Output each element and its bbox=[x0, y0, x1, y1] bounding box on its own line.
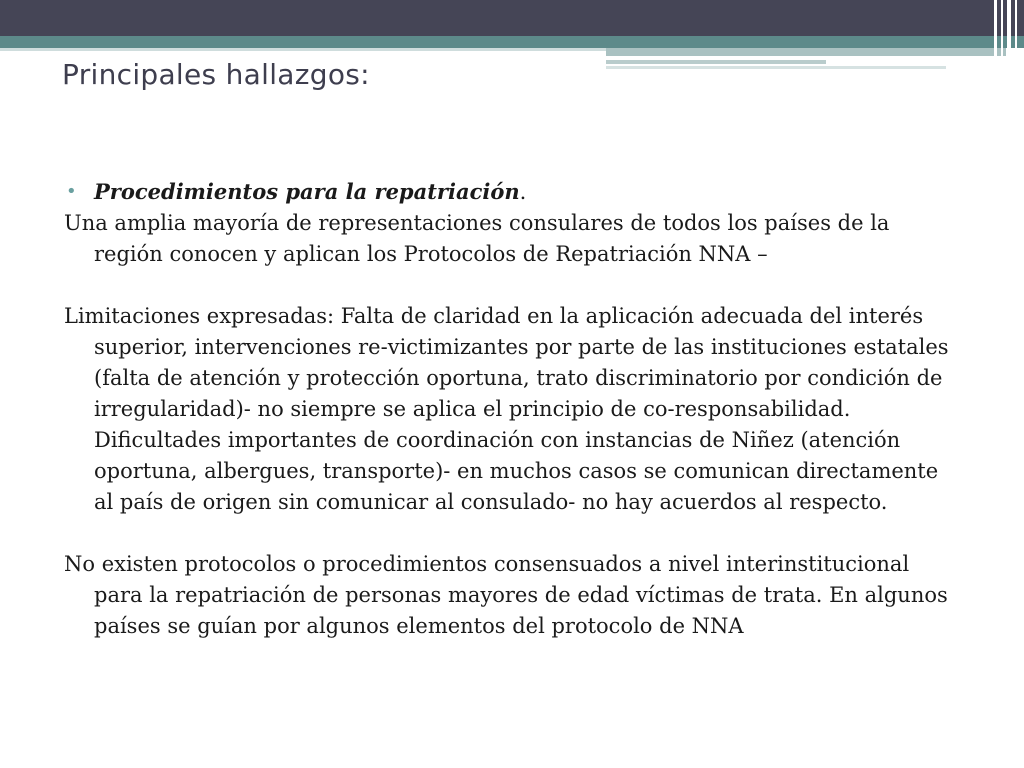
header-line-right-2 bbox=[606, 66, 946, 69]
paragraph-3: No existen protocolos o procedimientos consensuados a nivel interinstitucional para la repatriación de personas mayores de edad víctimas de trata. En algunos países se guían por algunos elementos del protocolo de NNA bbox=[64, 552, 948, 638]
header-line-right-1 bbox=[606, 60, 826, 64]
header-vertical-stripes bbox=[986, 0, 1024, 72]
bullet-dot-icon: • bbox=[66, 181, 77, 202]
bullet-item bbox=[64, 176, 964, 208]
header-band-teal bbox=[0, 36, 1024, 48]
paragraph-1: Una amplia mayoría de representaciones consulares de todos los países de la región conocen y aplican los Protocolos de Repatriación NNA – bbox=[64, 211, 890, 266]
slide-title: Principales hallazgos: bbox=[62, 58, 370, 91]
header-line-left bbox=[0, 48, 606, 51]
bullet-heading: Procedimientos para la repatriación bbox=[94, 179, 520, 204]
header-band-light bbox=[606, 48, 1006, 56]
slide-body bbox=[64, 176, 964, 642]
header-band-dark bbox=[0, 0, 1024, 36]
bullet-heading-suffix: . bbox=[519, 180, 527, 204]
paragraph-2: Limitaciones expresadas: Falta de claridad en la aplicación adecuada del interés superior, intervenciones re-victimizantes por parte de las instituciones estatales (falta de atención y protección oportuna, trato discriminatorio por condición de irregularidad)- no siempre se aplica el principio de co-responsabilidad. Dificultades importantes de coordinación con instancias de Niñez (atención oportuna, albergues, transporte)- en muchos casos se comunican directamente al país de origen sin comunicar al consulado- no hay acuerdos al respecto. bbox=[64, 304, 949, 514]
